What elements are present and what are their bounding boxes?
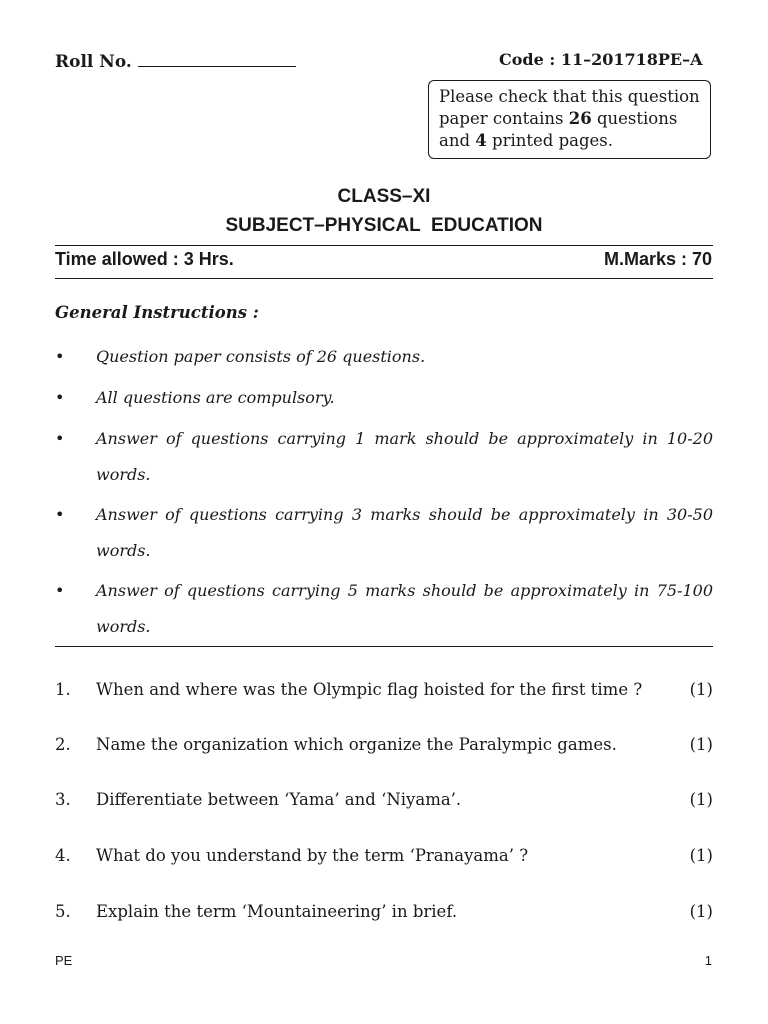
bullet: • xyxy=(55,429,65,448)
question-number: 1. xyxy=(55,680,71,699)
question-text: When and where was the Olympic flag hoisted for the first time ? xyxy=(96,680,643,699)
question-text: What do you understand by the term ‘Pranayama’ ? xyxy=(96,846,529,865)
bullet: • xyxy=(55,388,65,407)
question-text: Explain the term ‘Mountaineering’ in brief. xyxy=(96,902,458,921)
question-number: 3. xyxy=(55,790,71,809)
page-number: 1 xyxy=(704,953,712,968)
bullet: • xyxy=(55,505,65,524)
question-number: 4. xyxy=(55,846,71,865)
notice-line-2: paper contains 26 questions xyxy=(439,109,678,128)
question-marks: (1) xyxy=(689,902,713,921)
question-marks: (1) xyxy=(689,680,713,699)
time-allowed: Time allowed : 3 Hrs. xyxy=(55,249,234,269)
instruction-item: All questions are compulsory. xyxy=(96,388,335,407)
roll-number-blank xyxy=(138,52,296,67)
question-text: Name the organization which organize the Paralympic games. xyxy=(96,735,617,754)
bullet: • xyxy=(55,347,65,366)
question-count: 26 xyxy=(568,109,592,128)
question-marks: (1) xyxy=(689,735,713,754)
instruction-item: Answer of questions carrying 3 marks should be approximately in 30-50 words. xyxy=(96,505,713,560)
instructions-heading: General Instructions : xyxy=(55,303,259,322)
divider xyxy=(55,245,713,246)
question-marks: (1) xyxy=(689,790,713,809)
instruction-item: Answer of questions carrying 5 marks should be approximately in 75-100 words. xyxy=(96,581,713,636)
class-title: CLASS–XI xyxy=(337,186,431,207)
paper-code: Code : 11–201718PE–A xyxy=(499,50,703,69)
max-marks: M.Marks : 70 xyxy=(603,249,712,269)
question-marks: (1) xyxy=(689,846,713,865)
roll-number-label: Roll No. xyxy=(55,52,132,72)
notice-line-1: Please check that this question xyxy=(439,87,700,106)
divider xyxy=(55,646,713,647)
question-text: Differentiate between ‘Yama’ and ‘Niyama’. xyxy=(96,790,462,809)
page-check-notice xyxy=(428,80,711,159)
instruction-item: Question paper consists of 26 questions. xyxy=(96,347,426,366)
page-count: 4 xyxy=(475,131,487,150)
notice-line-3: and 4 printed pages. xyxy=(439,131,614,150)
roll-number-field xyxy=(55,52,296,72)
instruction-item: Answer of questions carrying 1 mark should be approximately in 10-20 words. xyxy=(96,429,713,484)
question-number: 5. xyxy=(55,902,71,921)
subject-title: SUBJECT–PHYSICAL EDUCATION xyxy=(225,215,543,236)
question-number: 2. xyxy=(55,735,71,754)
footer-subject-code: PE xyxy=(55,953,73,968)
bullet: • xyxy=(55,581,65,600)
divider xyxy=(55,278,713,279)
